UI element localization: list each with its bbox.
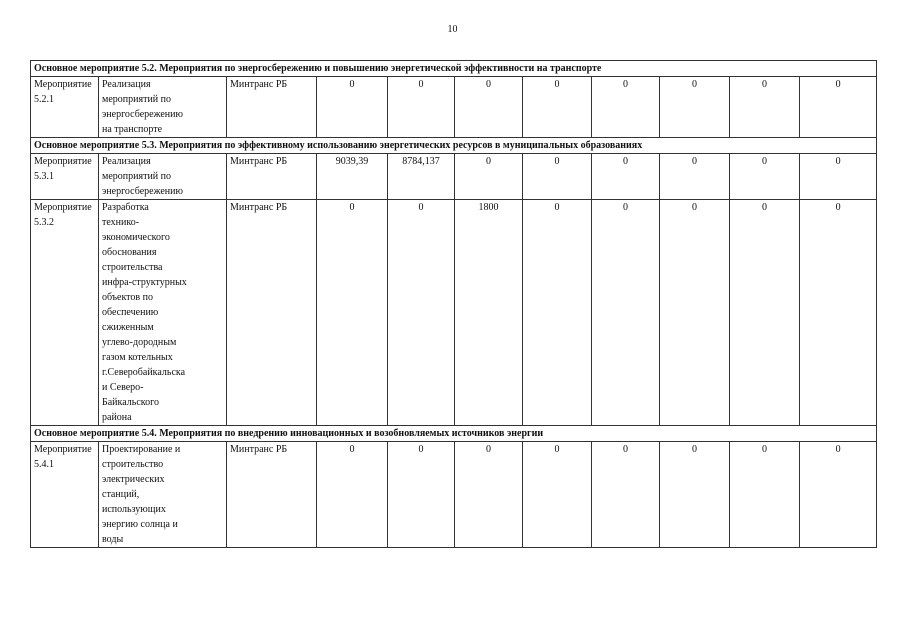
section-title: Основное мероприятие 5.3. Мероприятия по эффективному использованию энергетических ресурсов в муниципальных образованиях bbox=[31, 138, 877, 154]
activity-code: Мероприятие 5.3.1 bbox=[31, 154, 99, 200]
value-cell: 0 bbox=[730, 154, 800, 200]
activity-name: Разработка технико- экономического обоснования строительства инфра-структурных объектов по обеспечению сжиженным углево-дородным газом котельных г.Северобайкальска и Северо- Байкальского района bbox=[99, 200, 227, 426]
section-row bbox=[31, 138, 877, 154]
value-cell: 0 bbox=[388, 442, 455, 548]
value-cell: 1800 bbox=[455, 200, 523, 426]
executor: Минтранс РБ bbox=[227, 442, 317, 548]
executor: Минтранс РБ bbox=[227, 200, 317, 426]
activity-name: Реализация мероприятий по энергосбережению bbox=[99, 154, 227, 200]
table-row bbox=[31, 154, 877, 200]
executor: Минтранс РБ bbox=[227, 154, 317, 200]
value-cell: 0 bbox=[660, 77, 730, 138]
activity-code: Мероприятие 5.3.2 bbox=[31, 200, 99, 426]
table-row bbox=[31, 200, 877, 426]
activity-code: Мероприятие 5.4.1 bbox=[31, 442, 99, 548]
value-cell: 0 bbox=[592, 442, 660, 548]
table-row bbox=[31, 77, 877, 138]
section-row bbox=[31, 61, 877, 77]
value-cell: 0 bbox=[592, 77, 660, 138]
value-cell: 0 bbox=[800, 154, 877, 200]
value-cell: 0 bbox=[730, 77, 800, 138]
value-cell: 0 bbox=[523, 77, 592, 138]
value-cell: 0 bbox=[523, 154, 592, 200]
value-cell: 0 bbox=[592, 200, 660, 426]
value-cell: 9039,39 bbox=[317, 154, 388, 200]
activity-name: Реализация мероприятий по энергосбережению на транспорте bbox=[99, 77, 227, 138]
value-cell: 0 bbox=[523, 200, 592, 426]
value-cell: 0 bbox=[317, 442, 388, 548]
value-cell: 0 bbox=[317, 77, 388, 138]
value-cell: 0 bbox=[800, 77, 877, 138]
value-cell: 0 bbox=[730, 442, 800, 548]
value-cell: 8784,137 bbox=[388, 154, 455, 200]
activity-code: Мероприятие 5.2.1 bbox=[31, 77, 99, 138]
value-cell: 0 bbox=[388, 77, 455, 138]
executor: Минтранс РБ bbox=[227, 77, 317, 138]
section-title: Основное мероприятие 5.4. Мероприятия по внедрению инновационных и возобновляемых источников энергии bbox=[31, 426, 877, 442]
value-cell: 0 bbox=[800, 200, 877, 426]
value-cell: 0 bbox=[660, 154, 730, 200]
section-row bbox=[31, 426, 877, 442]
value-cell: 0 bbox=[660, 442, 730, 548]
program-table bbox=[30, 60, 877, 548]
value-cell: 0 bbox=[800, 442, 877, 548]
value-cell: 0 bbox=[455, 77, 523, 138]
value-cell: 0 bbox=[388, 200, 455, 426]
value-cell: 0 bbox=[523, 442, 592, 548]
section-title: Основное мероприятие 5.2. Мероприятия по энергосбережению и повышению энергетической эффективности на транспорте bbox=[31, 61, 877, 77]
activity-name: Проектирование и строительство электрических станций, использующих энергию солнца и воды bbox=[99, 442, 227, 548]
value-cell: 0 bbox=[455, 442, 523, 548]
value-cell: 0 bbox=[592, 154, 660, 200]
value-cell: 0 bbox=[730, 200, 800, 426]
value-cell: 0 bbox=[660, 200, 730, 426]
page-number: 10 bbox=[447, 24, 458, 35]
value-cell: 0 bbox=[455, 154, 523, 200]
table-row bbox=[31, 442, 877, 548]
value-cell: 0 bbox=[317, 200, 388, 426]
